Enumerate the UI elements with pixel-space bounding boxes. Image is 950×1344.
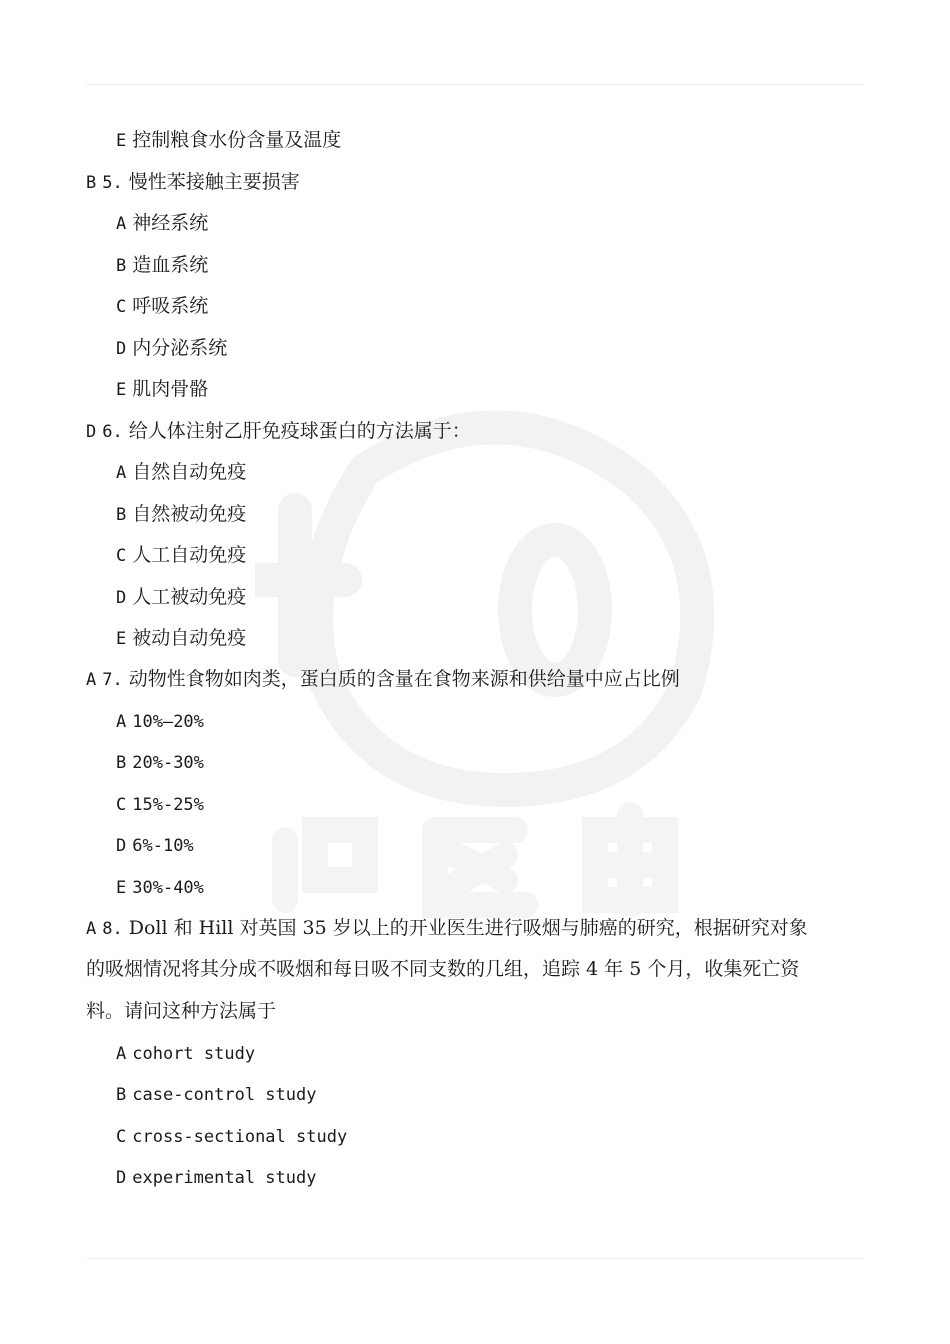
answer-option — [116, 626, 246, 651]
answer-option — [116, 253, 208, 278]
footer-rule — [86, 1258, 864, 1259]
answer-option — [116, 336, 227, 361]
answer-option — [116, 875, 204, 900]
answer-option — [116, 750, 204, 775]
option-letter: A — [116, 214, 127, 234]
option-text: case-control study — [132, 1085, 317, 1105]
option-letter: E — [116, 629, 127, 649]
answer-option — [116, 833, 194, 858]
answer-option — [116, 543, 246, 568]
question-stem — [86, 170, 300, 195]
option-text: 10%—20% — [132, 712, 204, 732]
question-text-continued: 料。请问这种方法属于 — [86, 1000, 277, 1022]
option-text: 内分泌系统 — [132, 337, 228, 359]
question-stem — [86, 916, 808, 941]
answer-option — [116, 1124, 347, 1149]
question-number: 7. — [102, 670, 123, 690]
option-text: 15%-25% — [132, 795, 204, 815]
answer-option — [116, 585, 246, 610]
answer-option — [116, 1082, 316, 1107]
option-text: experimental study — [132, 1168, 317, 1188]
option-letter: C — [116, 795, 127, 815]
option-text: 自然被动免疫 — [132, 503, 247, 525]
watermark-logo — [255, 360, 755, 920]
option-letter: B — [116, 1085, 127, 1105]
answer-key: A — [86, 670, 97, 690]
option-letter: C — [116, 546, 127, 566]
option-letter: E — [116, 878, 127, 898]
answer-option — [116, 211, 208, 236]
answer-key: B — [86, 173, 97, 193]
option-text: 6%-10% — [132, 836, 194, 856]
option-text: 控制粮食水份含量及温度 — [132, 129, 342, 151]
answer-option — [116, 502, 246, 527]
option-text: 自然自动免疫 — [132, 461, 247, 483]
option-letter: E — [116, 380, 127, 400]
option-letter: D — [116, 588, 127, 608]
option-text: 造血系统 — [132, 254, 209, 276]
option-text: 20%-30% — [132, 753, 204, 773]
answer-option — [116, 460, 246, 485]
question-text: 动物性食物如肉类，蛋白质的含量在食物来源和供给量中应占比例 — [128, 668, 680, 690]
option-text: 肌肉骨骼 — [132, 378, 209, 400]
question-text: 给人体注射乙肝免疫球蛋白的方法属于： — [128, 420, 471, 442]
option-letter: D — [116, 836, 127, 856]
question-text: Doll 和 Hill 对英国 35 岁以上的开业医生进行吸烟与肺癌的研究，根据研究对象 — [128, 917, 808, 939]
option-text: cross-sectional study — [132, 1127, 348, 1147]
option-letter: A — [116, 1044, 127, 1064]
option-letter: B — [116, 505, 127, 525]
answer-option — [116, 1041, 255, 1066]
question-stem — [86, 419, 471, 444]
answer-option — [116, 377, 208, 402]
option-text: 呼吸系统 — [132, 295, 209, 317]
option-letter: E — [116, 131, 127, 151]
answer-key: A — [86, 919, 97, 939]
option-letter: A — [116, 712, 127, 732]
answer-option — [116, 128, 341, 153]
option-letter: D — [116, 339, 127, 359]
option-letter: A — [116, 463, 127, 483]
answer-option — [116, 1165, 316, 1190]
question-number: 5. — [102, 173, 123, 193]
answer-key: D — [86, 422, 97, 442]
option-letter: D — [116, 1168, 127, 1188]
option-text: 被动自动免疫 — [132, 627, 247, 649]
option-text: 人工被动免疫 — [132, 586, 247, 608]
option-text: cohort study — [132, 1044, 256, 1064]
header-rule — [86, 84, 864, 85]
question-text: 慢性苯接触主要损害 — [128, 171, 300, 193]
option-text: 30%-40% — [132, 878, 204, 898]
answer-option — [116, 792, 204, 817]
question-text-continued: 的吸烟情况将其分成不吸烟和每日吸不同支数的几组，追踪 4 年 5 个月，收集死亡资 — [86, 958, 800, 980]
answer-option — [116, 294, 208, 319]
question-stem — [86, 667, 680, 692]
option-letter: B — [116, 256, 127, 276]
option-text: 神经系统 — [132, 212, 209, 234]
question-number: 6. — [102, 422, 123, 442]
option-letter: B — [116, 753, 127, 773]
option-letter: C — [116, 1127, 127, 1147]
option-text: 人工自动免疫 — [132, 544, 247, 566]
question-number: 8. — [102, 919, 123, 939]
option-letter: C — [116, 297, 127, 317]
answer-option — [116, 709, 204, 734]
